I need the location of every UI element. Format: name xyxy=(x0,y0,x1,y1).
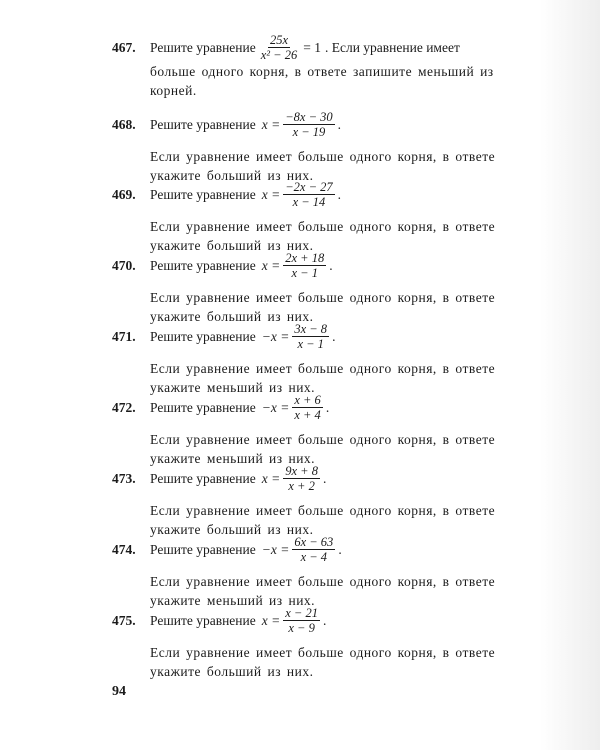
fraction-numerator: 2x + 18 xyxy=(285,250,325,265)
equation-lhs: x = xyxy=(261,612,281,628)
problem-text: Если уравнение имеет больше одного корня, в ответе укажите больший из них. xyxy=(150,149,496,183)
problem-head xyxy=(112,107,532,141)
problem-number: 469. xyxy=(112,186,136,202)
equation-fraction xyxy=(292,393,322,422)
problem-number: 470. xyxy=(112,257,136,273)
problem-head xyxy=(112,30,532,64)
fraction-denominator: x − 9 xyxy=(288,620,315,635)
equation-lhs: −x = xyxy=(261,328,290,344)
fraction-denominator: x + 4 xyxy=(294,407,321,422)
problem-text: больше одного корня, в ответе запишите меньший из корней. xyxy=(150,64,494,98)
problem-head xyxy=(112,248,532,282)
problem-prompt: Решите уравнение xyxy=(150,470,256,486)
equation-rhs: = 1 xyxy=(303,39,321,55)
problem-number: 468. xyxy=(112,116,136,132)
problem-467 xyxy=(112,30,532,100)
problem-number: 467. xyxy=(112,39,136,55)
problem-468 xyxy=(112,107,532,185)
problem-head-tail: . xyxy=(322,470,327,486)
equation-lhs: x = xyxy=(261,257,281,273)
equation-fraction xyxy=(283,464,320,493)
problem-text: Если уравнение имеет больше одного корня, в ответе укажите меньший из них. xyxy=(150,574,496,608)
equation-fraction xyxy=(292,322,329,351)
fraction-numerator: x + 6 xyxy=(294,392,321,407)
problem-text: Если уравнение имеет больше одного корня, в ответе укажите меньший из них. xyxy=(150,361,496,395)
problem-prompt: Решите уравнение xyxy=(150,612,256,628)
problem-head-tail: . xyxy=(325,399,330,415)
fraction-numerator: −8x − 30 xyxy=(285,109,333,124)
fraction-denominator: x − 1 xyxy=(291,265,318,280)
equation-lhs: −x = xyxy=(261,399,290,415)
problem-number: 471. xyxy=(112,328,136,344)
fraction-numerator: x − 21 xyxy=(285,605,318,620)
problem-head xyxy=(112,177,532,211)
problem-473 xyxy=(112,461,532,539)
fraction-denominator: x + 2 xyxy=(288,478,315,493)
equation-lhs: x = xyxy=(261,186,281,202)
problem-text: Если уравнение имеет больше одного корня, в ответе укажите больший из них. xyxy=(150,503,496,537)
equation-fraction xyxy=(283,251,326,280)
equation-lhs: x = xyxy=(261,470,281,486)
problem-text: Если уравнение имеет больше одного корня, в ответе укажите больший из них. xyxy=(150,219,496,253)
problem-prompt: Решите уравнение xyxy=(150,39,256,55)
problem-prompt: Решите уравнение xyxy=(150,186,256,202)
fraction-numerator: 25x xyxy=(269,32,288,47)
equation-fraction xyxy=(283,180,334,209)
problem-head-tail: . xyxy=(329,257,333,273)
problem-head-tail: . Если уравнение имеет xyxy=(324,39,460,55)
fraction-denominator: x − 14 xyxy=(292,194,326,209)
fraction-denominator: x² − 26 xyxy=(260,47,298,62)
problem-head-tail: . xyxy=(338,541,342,557)
equation-fraction xyxy=(292,535,335,564)
problem-469 xyxy=(112,177,532,255)
problem-475 xyxy=(112,603,532,681)
problem-472 xyxy=(112,390,532,468)
fraction-denominator: x − 1 xyxy=(297,336,324,351)
problem-head-tail: . xyxy=(332,328,336,344)
problem-text: Если уравнение имеет больше одного корня, в ответе укажите больший из них. xyxy=(150,290,496,324)
page-number: 94 xyxy=(112,684,126,699)
fraction-numerator: −2x − 27 xyxy=(285,179,333,194)
problem-prompt: Решите уравнение xyxy=(150,257,256,273)
problem-470 xyxy=(112,248,532,326)
problem-number: 472. xyxy=(112,399,136,415)
problem-text: Если уравнение имеет больше одного корня, в ответе укажите меньший из них. xyxy=(150,432,496,466)
problem-head xyxy=(112,390,532,424)
problem-prompt: Решите уравнение xyxy=(150,541,256,557)
fraction-numerator: 3x − 8 xyxy=(294,321,328,336)
equation-lhs: x = xyxy=(261,116,281,132)
problem-head xyxy=(112,319,532,353)
equation-fraction xyxy=(283,110,334,139)
problem-prompt: Решите уравнение xyxy=(150,399,256,415)
problem-number: 473. xyxy=(112,470,136,486)
problem-474 xyxy=(112,532,532,610)
problem-text: Если уравнение имеет больше одного корня, в ответе укажите больший из них. xyxy=(150,645,496,679)
problem-471 xyxy=(112,319,532,397)
fraction-denominator: x − 4 xyxy=(300,549,328,564)
equation-fraction xyxy=(283,606,320,635)
problem-number: 474. xyxy=(112,541,136,557)
problem-prompt: Решите уравнение xyxy=(150,116,256,132)
problem-head xyxy=(112,461,532,495)
problem-head xyxy=(112,532,532,566)
problem-head-tail: . xyxy=(322,612,327,628)
problem-head xyxy=(112,603,532,637)
problem-number: 475. xyxy=(112,612,136,628)
fraction-numerator: 6x − 63 xyxy=(294,534,334,549)
problem-head-tail: . xyxy=(337,186,342,202)
fraction-numerator: 9x + 8 xyxy=(285,463,318,478)
problem-head-tail: . xyxy=(337,116,342,132)
equation-lhs: −x = xyxy=(261,541,290,557)
equation-fraction xyxy=(259,33,299,62)
problem-prompt: Решите уравнение xyxy=(150,328,256,344)
fraction-denominator: x − 19 xyxy=(292,124,326,139)
